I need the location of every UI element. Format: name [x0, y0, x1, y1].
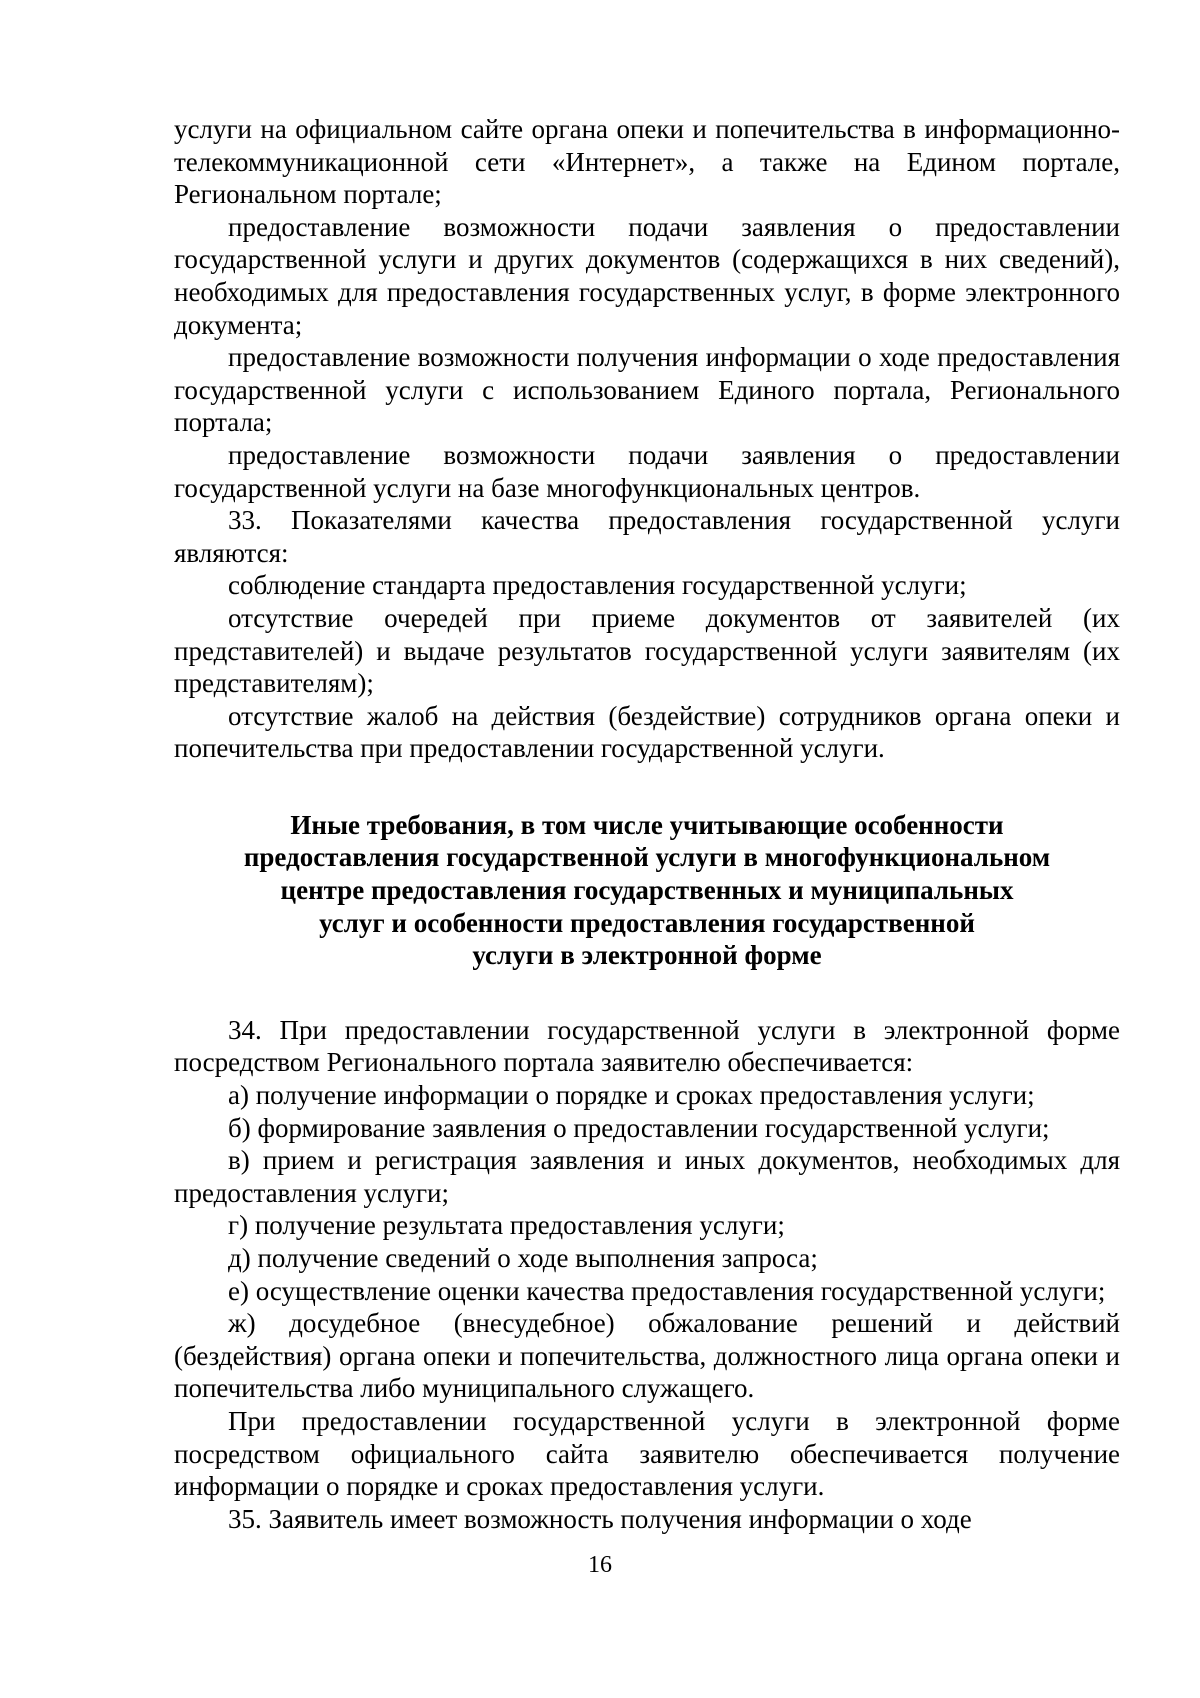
list-item-a: а) получение информации о порядке и сроках предоставления услуги;	[228, 1080, 1035, 1111]
heading-line: предоставления государственной услуги в многофункциональном	[243, 842, 1051, 873]
heading-line: услуг и особенности предоставления государственной	[319, 907, 975, 938]
list-item-d: д) получение сведений о ходе выполнения запроса;	[228, 1243, 818, 1273]
section-heading	[174, 809, 1120, 972]
list-item-g: г) получение результата предоставления услуги;	[228, 1210, 785, 1241]
paragraph-continuation: услуги на официальном сайте органа опеки и попечительства в информационно-телекоммуникационной сети «Интернет», а также на Едином портале, Региональном портале;	[174, 114, 1120, 210]
page-number: 16	[588, 1552, 612, 1578]
list-item-b: б) формирование заявления о предоставлении государственной услуги;	[228, 1112, 1050, 1143]
list-item-v: в) прием и регистрация заявления и иных документов, необходимых для предоставления услуги;	[174, 1145, 1120, 1208]
paragraph-item-33: 33. Показателями качества предоставления государственной услуги являются:	[174, 505, 1120, 568]
paragraph: При предоставлении государственной услуги в электронной форме посредством официального сайта заявителю обеспечивается получение информации о порядке и сроках предоставления услуги.	[174, 1405, 1120, 1502]
heading-line: услуги в электронной форме	[472, 940, 822, 971]
paragraph-item-34: 34. При предоставлении государственной услуги в электронной форме посредством Регионального портала заявителю обеспечивается:	[174, 1014, 1120, 1078]
paragraph-item-35: 35. Заявитель имеет возможность получения информации о ходе	[228, 1503, 972, 1534]
paragraph: предоставление возможности получения информации о ходе предоставления государственной услуги с использованием Единого портала, Регионального портала;	[174, 342, 1120, 438]
paragraph: отсутствие очередей при приеме документов от заявителей (их представителей) и выдаче результатов государственной услуги заявителям (их представителям);	[174, 602, 1120, 699]
paragraph: предоставление возможности подачи заявления о предоставлении государственной услуги и других документов (содержащихся в них сведений), необходимых для предоставления государственных услуг, в форме электронного документа;	[174, 211, 1120, 340]
paragraph: предоставление возможности подачи заявления о предоставлении государственной услуги на базе многофункциональных центров.	[174, 439, 1120, 503]
heading-line: Иные требования, в том числе учитывающие особенности	[290, 809, 1004, 840]
paragraph: соблюдение стандарта предоставления государственной услуги;	[228, 570, 967, 601]
list-item-e: е) осуществление оценки качества предоставления государственной услуги;	[228, 1275, 1106, 1306]
page-body	[174, 113, 1120, 1535]
heading-line: центре предоставления государственных и муниципальных	[280, 875, 1014, 906]
paragraph: отсутствие жалоб на действия (бездействие) сотрудников органа опеки и попечительства при предоставлении государственной услуги.	[174, 700, 1120, 764]
list-item-zh: ж) досудебное (внесудебное) обжалование решений и действий (бездействия) органа опеки и попечительства, должностного лица органа опеки и попечительства либо муниципального служащего.	[174, 1308, 1120, 1404]
